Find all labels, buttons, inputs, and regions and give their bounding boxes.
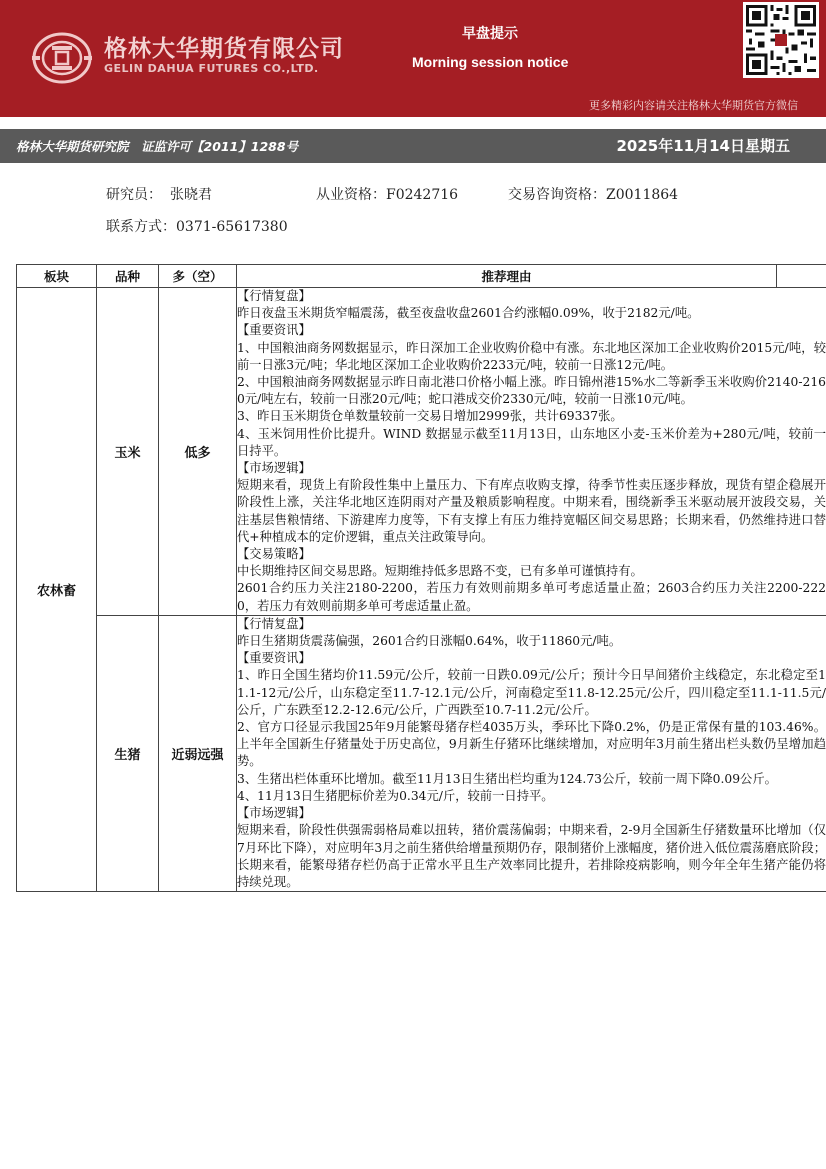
header-variety: 品种: [97, 265, 159, 288]
variety-cell: 生猪: [97, 615, 159, 891]
advisory-line: [508, 184, 678, 204]
reason-paragraph: 短期来看，现货上有阶段性集中上量压力、下有库点收购支撑，待季节性卖压逐步释放，现货有望企稳展开阶段性上涨，关注华北地区连阴雨对产量及粮质影响程度。中期来看，围绕新季玉米驱动展开波段交易，关注基层售粮情绪、下游建库力度等，下有支撑上有压力维持宽幅区间交易思路；长期来看，仍然维持进口替代+种植成本的定价逻辑，重点关注政策导向。: [237, 478, 826, 544]
company-name-cn: 格林大华期货有限公司: [104, 36, 344, 62]
reason-paragraph: 【重要资讯】: [237, 651, 311, 666]
reason-paragraph: 【行情复盘】: [237, 616, 311, 631]
reason-paragraph: 【行情复盘】: [237, 289, 311, 303]
reason-paragraph: 昨日生猪期货震荡偏强，2601合约日涨幅0.64%，收于11860元/吨。: [237, 634, 622, 649]
analyst-line: [106, 184, 212, 204]
company-logo-icon: [32, 32, 92, 84]
reason-paragraph: 1、中国粮油商务网数据显示，昨日深加工企业收购价稳中有涨。东北地区深加工企业收购价2015元/吨，较前一日涨3元/吨；华北地区深加工企业收购价2233元/吨，较前一日涨12元/吨。: [237, 340, 826, 372]
recommendation-table: [16, 264, 826, 892]
contact-label: 联系方式：: [106, 219, 176, 235]
reason-paragraph: 昨日夜盘玉米期货窄幅震荡，截至夜盘收盘2601合约涨幅0.09%，收于2182元/吨。: [237, 306, 700, 321]
qualification-line: [316, 184, 458, 204]
reason-paragraph: 4、玉米饲用性价比提升。WIND 数据显示截至11月13日，山东地区小麦-玉米价差为+280元/吨，较前一日持平。: [237, 426, 826, 458]
info-bar: [0, 129, 826, 163]
reason-paragraph: 2、中国粮油商务网数据显示昨日南北港口价格小幅上涨。昨日锦州港15%水二等新季玉米收购价2140-2160元/吨左右，较前一日涨20元/吨；蛇口港成交价2330元/吨，较前一日涨10元/吨。: [237, 375, 826, 407]
notice-title-cn: 早盘提示: [462, 26, 518, 42]
direction-cell: 低多: [159, 288, 237, 616]
reason-cell: [237, 288, 826, 616]
table-row: [17, 288, 826, 616]
variety-cell: 玉米: [97, 288, 159, 616]
institute-license: 格林大华期货研究院 证监许可【2011】1288号: [16, 139, 299, 154]
header-reason: 推荐理由: [237, 265, 777, 288]
contact-line: [106, 216, 288, 236]
reason-paragraph: 【市场逻辑】: [237, 806, 311, 821]
reason-paragraph: 中长期维持区间交易思路。短期维持低多思路不变，已有多单可谨慎持有。: [237, 564, 643, 579]
notice-title-en: Morning session notice: [412, 54, 569, 70]
reason-paragraph: 4、11月13日生猪肥标价差为0.34元/斤，较前一日持平。: [237, 788, 554, 803]
reason-paragraph: 短期来看，阶段性供强需弱格局难以扭转，猪价震荡偏弱；中期来看，2-9月全国新生仔猪数量环比增加（仅7月环比下降），对应明年3月之前生猪供给增量预期仍存，限制猪价上涨幅度，猪价进入低位震荡磨底阶段；长期来看，能繁母猪存栏仍高于正常水平且生产效率同比提升，若排除疫病影响，则今年全年生猪产能仍将持续兑现。: [237, 823, 826, 889]
qualification-number: F0242716: [386, 187, 459, 203]
header-empty: [777, 265, 826, 288]
reason-cell: [237, 615, 826, 891]
header-sector: 板块: [17, 265, 97, 288]
reason-paragraph: 【市场逻辑】: [237, 461, 311, 476]
header-direction: 多（空）: [159, 265, 237, 288]
table-header-row: [17, 265, 826, 288]
company-name-en: GELIN DAHUA FUTURES CO.,LTD.: [104, 62, 319, 75]
researcher-name: 张晓君: [170, 187, 212, 203]
wechat-qr-code-icon: [743, 2, 819, 78]
sector-cell: 农林畜: [17, 288, 97, 892]
table-row: [17, 615, 826, 891]
reason-paragraph: 【交易策略】: [237, 547, 311, 562]
header-band: [0, 0, 826, 117]
direction-cell: 近弱远强: [159, 615, 237, 891]
reason-paragraph: 2、官方口径显示我国25年9月能繁母猪存栏4035万头，季环比下降0.2%，仍是正常保有量的103.46%。上半年全国新生仔猪量处于历史高位，9月新生仔猪环比继续增加，对应明年3月前生猪出栏头数仍呈增加趋势。: [237, 720, 826, 769]
contact-number: 0371-65617380: [176, 219, 288, 235]
report-date: 2025年11月14日星期五: [616, 137, 790, 155]
reason-paragraph: 1、昨日全国生猪均价11.59元/公斤，较前一日跌0.09元/公斤；预计今日早间猪价主线稳定，东北稳定至11.1-12元/公斤，山东稳定至11.7-12.1元/公斤，河南稳定至11.8-12.25元/公斤，四川稳定至11.1-11.5元/公斤，广东跌至12.2-12.6元/公斤，广西跌至10.7-11.2元/公斤。: [237, 668, 826, 717]
reason-paragraph: 3、生猪出栏体重环比增加。截至11月13日生猪出栏均重为124.73公斤，较前一周下降0.09公斤。: [237, 771, 777, 786]
follow-wechat-text: 更多精彩内容请关注格林大华期货官方微信: [589, 99, 798, 112]
researcher-label: 研究员：: [106, 187, 162, 203]
advisory-label: 交易咨询资格：: [508, 187, 606, 203]
reason-paragraph: 2601合约压力关注2180-2200，若压力有效则前期多单可考虑适量止盈；2603合约压力关注2200-2220，若压力有效则前期多单可考虑适量止盈。: [237, 581, 826, 613]
reason-paragraph: 【重要资讯】: [237, 323, 311, 338]
advisory-number: Z0011864: [606, 187, 679, 203]
qualification-label: 从业资格：: [316, 187, 386, 203]
reason-paragraph: 3、昨日玉米期货仓单数量较前一交易日增加2999张，共计69337张。: [237, 409, 623, 424]
